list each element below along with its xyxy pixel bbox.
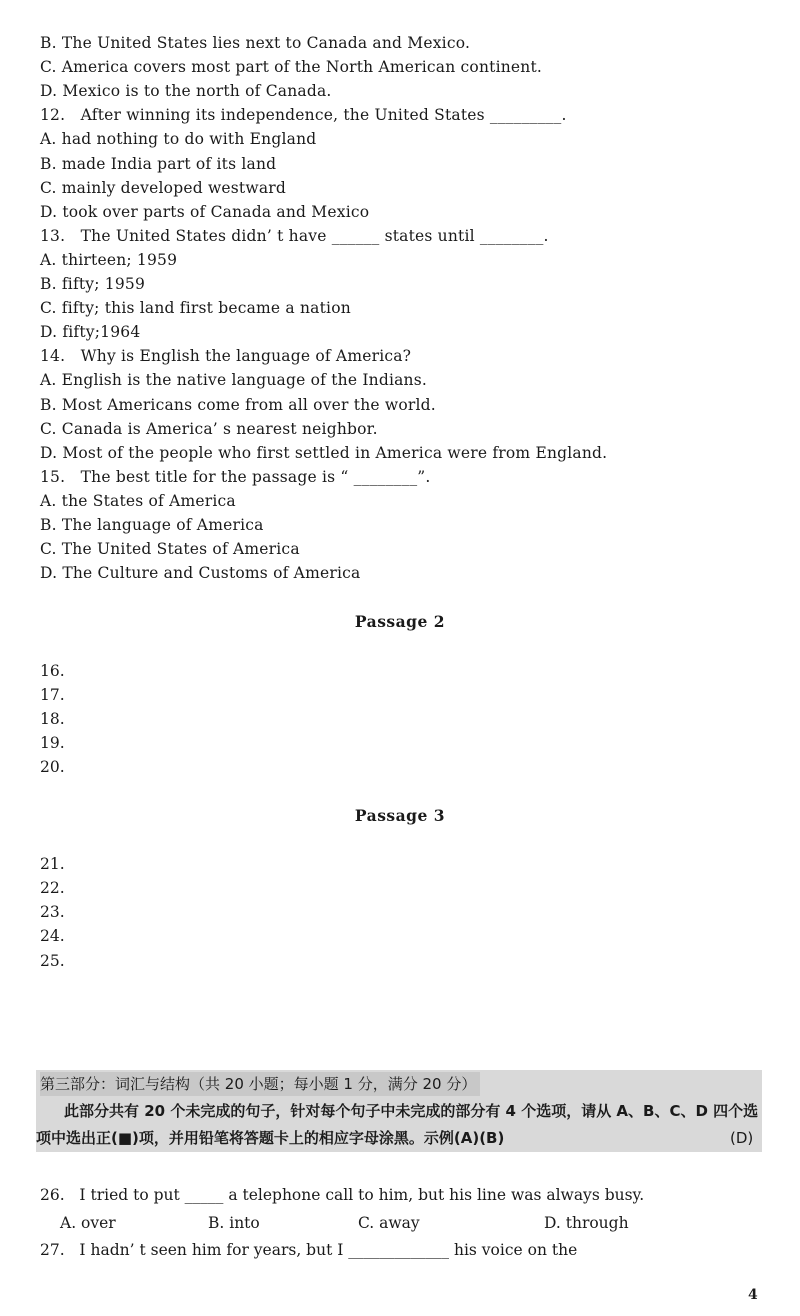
text-line: A. the States of America [40,492,236,510]
text-line: B. Most Americans come from all over the world. [40,396,436,414]
question-12: 12. After winning its independence, the United States _________. [40,106,567,124]
text-line: D. Mexico is to the north of Canada. [40,82,332,100]
answer-number: 23. [40,903,65,921]
text-line: D. fifty;1964 [40,323,141,341]
answer-number: 25. [40,952,65,970]
question-13: 13. The United States didn’ t have ______ states until ________. [40,227,549,245]
section-3-title: 第三部分：词汇与结构（共 20 小题；每小题 1 分，满分 20 分） [40,1072,480,1096]
text-line: C. The United States of America [40,540,300,558]
answer-number: 24. [40,927,65,945]
answer-number: 22. [40,879,65,897]
answer-number: 20. [40,758,65,776]
option-a: A. over [60,1214,116,1232]
text-line: D. Most of the people who first settled in America were from England. [40,444,608,462]
answer-number: 19. [40,734,65,752]
passage-3-heading: Passage 3 [354,806,446,825]
example-answer: (D) [730,1129,754,1147]
answer-number: 21. [40,855,65,873]
text-line: D. took over parts of Canada and Mexico [40,203,370,221]
text-line: D. The Culture and Customs of America [40,564,361,582]
text-line: B. made India part of its land [40,155,277,173]
question-15: 15. The best title for the passage is “ ________”. [40,468,431,486]
passage-2-heading: Passage 2 [354,612,446,631]
text-line: A. English is the native language of the Indians. [40,371,428,389]
text-line: B. The United States lies next to Canada and Mexico. [40,34,471,52]
option-b: B. into [208,1214,260,1232]
option-c: C. away [358,1214,420,1232]
answer-number: 18. [40,710,65,728]
question-27: 27. I hadn’ t seen him for years, but I _____________ his voice on the [40,1241,578,1259]
text-line: C. fifty; this land first became a nation [40,299,351,317]
question-26: 26. I tried to put _____ a telephone call to him, but his line was always busy. [40,1186,645,1204]
answer-number: 17. [40,686,65,704]
text-line: C. Canada is America’ s nearest neighbor. [40,420,378,438]
section-3-instructions: 此部分共有 20 个未完成的句子，针对每个句子中未完成的部分有 4 个选项，请从 A、B、C、D 四个选项中选出正(■)项，并用铅笔将答题卡上的相应字母涂黑。示例(A)(B) [36,1102,759,1147]
text-line: A. had nothing to do with England [40,130,317,148]
text-line: A. thirteen; 1959 [40,251,178,269]
option-d: D. through [544,1214,629,1232]
text-line: C. mainly developed westward [40,179,287,197]
text-line: B. The language of America [40,516,264,534]
answer-number: 16. [40,662,65,680]
text-line: B. fifty; 1959 [40,275,146,293]
page-number: 4 [748,1287,758,1303]
text-line: C. America covers most part of the North American continent. [40,58,543,76]
question-14: 14. Why is English the language of America? [40,347,412,365]
